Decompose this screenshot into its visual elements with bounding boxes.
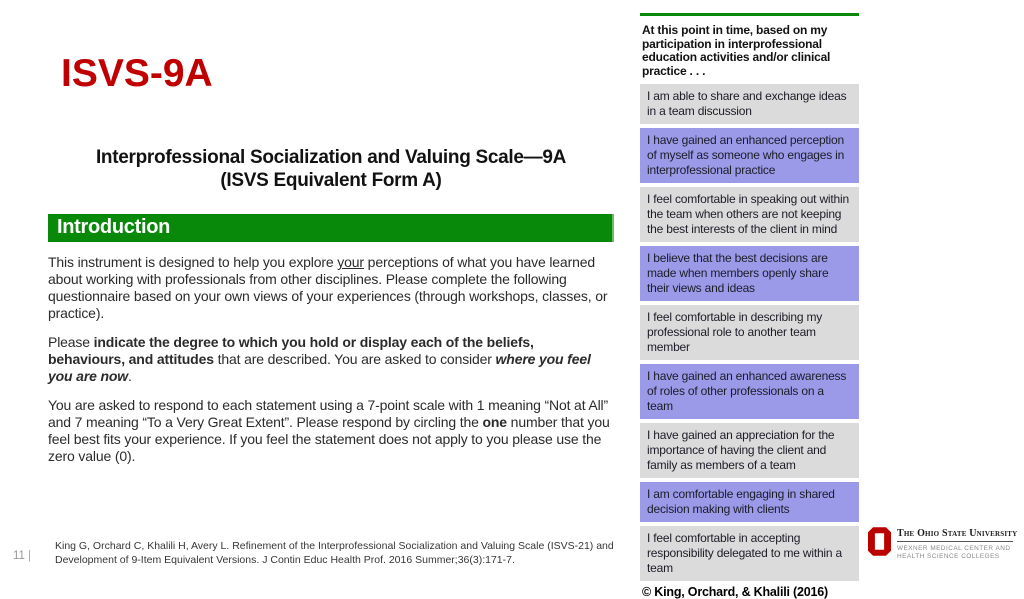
scale-item-1: I am able to share and exchange ideas in a team discussion	[640, 84, 859, 124]
osu-unit-line2: HEALTH SCIENCE COLLEGES	[897, 552, 1000, 560]
osu-logo	[868, 527, 1018, 560]
osu-block-o-icon	[868, 527, 891, 556]
paragraph-2-text-mid: that are described. You are asked to consider	[213, 351, 496, 367]
paragraph-3-text: You are asked to respond to each statement using a 7-point scale with 1 meaning “Not at All” and 7 meaning “To a Very Great Extent”. Please respond by circling the	[48, 397, 609, 430]
document-excerpt	[48, 146, 614, 465]
green-accent-line	[640, 13, 859, 16]
scale-item-8: I am comfortable engaging in shared decision making with clients	[640, 482, 859, 522]
paragraph-2	[48, 334, 614, 385]
page-number	[13, 550, 31, 562]
paragraph-2-italic-phrase: where you feel you are now	[48, 351, 591, 384]
paragraph-3-bold-word: one	[482, 414, 507, 430]
scale-item-2: I have gained an enhanced perception of myself as someone who engages in interprofessional practice	[640, 128, 859, 183]
citation-line2: Development of 9-Item Equivalent Versions. J Contin Educ Health Prof. 2016 Summer;36(3):171-7.	[55, 553, 515, 566]
scale-panel-header: At this point in time, based on my participation in interprofessional education activities and/or clinical practice . . .	[642, 23, 831, 78]
introduction-section-header: Introduction	[48, 214, 614, 242]
copyright-attribution: © King, Orchard, & Khalili (2016)	[642, 585, 828, 599]
paragraph-2-text: Please	[48, 334, 94, 350]
scale-item-9: I feel comfortable in accepting responsibility delegated to me within a team	[640, 526, 859, 581]
slide-title: ISVS-9A	[61, 52, 213, 95]
page-number-value: 11	[13, 550, 25, 562]
osu-logo-divider	[897, 541, 1013, 542]
footer-citation	[55, 540, 635, 567]
document-title	[48, 146, 614, 192]
paragraph-2-text-end: .	[128, 368, 132, 384]
scale-item-3: I feel comfortable in speaking out within the team when others are not keeping the best interests of the client in mind	[640, 187, 859, 242]
scale-item-6: I have gained an enhanced awareness of roles of other professionals on a team	[640, 364, 859, 419]
paragraph-1-underlined-word: your	[337, 254, 364, 270]
osu-unit-line1: WEXNER MEDICAL CENTER AND	[897, 545, 1011, 552]
paragraph-1-text-end: perceptions of what you have learned about working with professionals from other disciplines. Please complete the following questionnaire based on your own views of your experiences (through workshops, classes, or practice).	[48, 254, 608, 321]
document-title-line2: (ISVS Equivalent Form A)	[220, 170, 442, 191]
paragraph-2-bold-phrase: indicate the degree to which you hold or display each of the beliefs, behaviours, and attitudes	[48, 334, 534, 367]
scale-item-5: I feel comfortable in describing my professional role to another team member	[640, 305, 859, 360]
citation-line1: King G, Orchard C, Khalili H, Avery L. Refinement of the Interprofessional Socialization and Valuing Scale (ISVS-21) and	[55, 540, 614, 552]
osu-university-name: The Ohio State University	[897, 528, 1018, 539]
scale-items-panel	[640, 13, 859, 599]
page-number-divider: |	[27, 550, 31, 562]
paragraph-3-text-end: number that you feel best fits your experience. If you feel the statement does not apply to you please use the zero value (0).	[48, 414, 610, 464]
paragraph-1	[48, 254, 614, 322]
scale-item-4: I believe that the best decisions are made when members openly share their views and ideas	[640, 246, 859, 301]
scale-item-7: I have gained an appreciation for the importance of having the client and family as members of a team	[640, 423, 859, 478]
osu-logo-text	[897, 527, 1018, 560]
paragraph-3	[48, 397, 614, 465]
paragraph-1-text: This instrument is designed to help you explore	[48, 254, 338, 270]
document-title-line1: Interprofessional Socialization and Valuing Scale—9A	[95, 147, 567, 168]
